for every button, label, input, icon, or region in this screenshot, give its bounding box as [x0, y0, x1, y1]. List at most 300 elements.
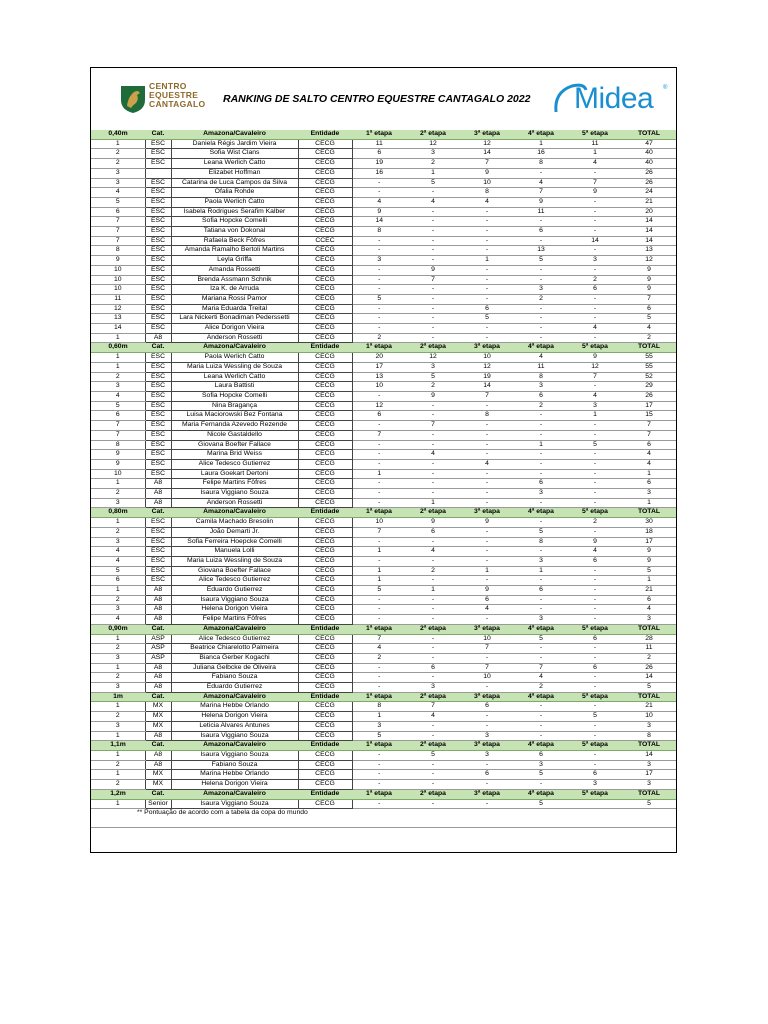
cell-category: ESC [145, 188, 171, 198]
cell-entity: CECG [298, 586, 352, 596]
cell-stage-4: - [514, 304, 568, 314]
cell-stage-1: - [352, 265, 406, 275]
logo-line-1: CENTRO [149, 81, 187, 91]
cell-stage-5: - [568, 702, 622, 712]
cell-total: 17 [622, 537, 676, 547]
table-row [91, 644, 676, 654]
table-row [91, 236, 676, 246]
ranking-table-body [91, 130, 676, 827]
column-header-stage-3: 3ª etapa [460, 624, 514, 634]
table-row [91, 362, 676, 372]
cell-total: 9 [622, 285, 676, 295]
cell-category: ASP [145, 644, 171, 654]
cell-stage-2: 6 [406, 527, 460, 537]
cell-stage-3: 10 [460, 178, 514, 188]
cell-entity: CECG [298, 702, 352, 712]
cell-stage-4: 9 [514, 197, 568, 207]
cell-stage-1: - [352, 450, 406, 460]
cell-stage-4: - [514, 644, 568, 654]
cell-stage-4: - [514, 518, 568, 528]
cell-position: 1 [91, 518, 145, 528]
cell-stage-1: 9 [352, 207, 406, 217]
cell-stage-2: - [406, 479, 460, 489]
cell-stage-4: - [514, 595, 568, 605]
cell-position: 9 [91, 450, 145, 460]
cell-stage-1: - [352, 605, 406, 615]
cell-total: 9 [622, 265, 676, 275]
cell-stage-4: - [514, 265, 568, 275]
table-row [91, 547, 676, 557]
column-header-total: TOTAL [622, 692, 676, 702]
cell-total: 9 [622, 556, 676, 566]
cell-stage-5: - [568, 731, 622, 741]
cell-stage-2: - [406, 294, 460, 304]
cell-category: ESC [145, 372, 171, 382]
cell-position: 2 [91, 780, 145, 790]
cell-stage-1: - [352, 178, 406, 188]
cell-stage-5: - [568, 615, 622, 625]
cell-stage-5: 6 [568, 663, 622, 673]
cell-stage-3: 6 [460, 595, 514, 605]
table-row [91, 731, 676, 741]
cell-stage-3: - [460, 556, 514, 566]
cell-stage-1: - [352, 188, 406, 198]
cell-category: ESC [145, 149, 171, 159]
cell-stage-2: - [406, 576, 460, 586]
cell-stage-3: 6 [460, 702, 514, 712]
table-row [91, 751, 676, 761]
cell-stage-2: 1 [406, 498, 460, 508]
cell-entity: CECG [298, 780, 352, 790]
cell-stage-1: - [352, 324, 406, 334]
table-row [91, 353, 676, 363]
table-row [91, 168, 676, 178]
cell-entity: CECG [298, 518, 352, 528]
cell-stage-3: 9 [460, 518, 514, 528]
table-row [91, 314, 676, 324]
cell-stage-4: - [514, 236, 568, 246]
cell-entity: CECG [298, 663, 352, 673]
cell-position: 1 [91, 663, 145, 673]
cell-stage-3: 12 [460, 139, 514, 149]
cell-stage-1: - [352, 236, 406, 246]
cell-category: ESC [145, 285, 171, 295]
ranking-sheet [90, 67, 677, 853]
cell-entity: CECG [298, 207, 352, 217]
column-header-stage-1: 1ª etapa [352, 343, 406, 353]
cell-position: 11 [91, 294, 145, 304]
cell-position: 2 [91, 527, 145, 537]
cell-entity: CECG [298, 256, 352, 266]
cell-stage-3: - [460, 537, 514, 547]
cell-stage-4: 5 [514, 799, 568, 809]
column-header-stage-4: 4ª etapa [514, 741, 568, 751]
column-header-stage-4: 4ª etapa [514, 508, 568, 518]
cell-total: 14 [622, 227, 676, 237]
table-row [91, 615, 676, 625]
cell-total: 6 [622, 440, 676, 450]
cell-rider: Alice Tedesco Gutierrez [171, 459, 298, 469]
cell-stage-3: - [460, 333, 514, 343]
cell-stage-3: 7 [460, 663, 514, 673]
cell-stage-2: 3 [406, 362, 460, 372]
cell-total: 9 [622, 547, 676, 557]
cell-position: 6 [91, 411, 145, 421]
cell-stage-1: 1 [352, 469, 406, 479]
cell-total: 7 [622, 421, 676, 431]
cell-position: 3 [91, 168, 145, 178]
cell-stage-4: 8 [514, 537, 568, 547]
cell-position: 10 [91, 285, 145, 295]
cell-total: 5 [622, 683, 676, 693]
cell-stage-4: 7 [514, 188, 568, 198]
cell-rider: Helena Dorigon Vieira [171, 780, 298, 790]
cell-stage-3: - [460, 450, 514, 460]
cell-entity: CECG [298, 294, 352, 304]
column-header-category: Cat. [145, 624, 171, 634]
table-row [91, 469, 676, 479]
blank-cell [352, 818, 406, 828]
table-row [91, 178, 676, 188]
cell-total: 18 [622, 527, 676, 537]
cell-stage-2: - [406, 595, 460, 605]
cell-stage-5: - [568, 576, 622, 586]
cell-stage-3: 6 [460, 770, 514, 780]
cell-position: 2 [91, 489, 145, 499]
cell-stage-5: 4 [568, 391, 622, 401]
cell-position: 1 [91, 799, 145, 809]
section-level: 0,80m [91, 508, 145, 518]
cell-total: 5 [622, 314, 676, 324]
cell-category: MX [145, 712, 171, 722]
column-header-stage-4: 4ª etapa [514, 789, 568, 799]
cell-stage-5: - [568, 673, 622, 683]
cell-stage-2: 2 [406, 566, 460, 576]
cell-stage-5: 3 [568, 780, 622, 790]
cell-stage-3: 7 [460, 644, 514, 654]
cell-category: ESC [145, 537, 171, 547]
cell-stage-1: 1 [352, 566, 406, 576]
column-header-stage-3: 3ª etapa [460, 130, 514, 139]
cell-rider: Leticia Alvares Antunes [171, 721, 298, 731]
column-header-stage-2: 2ª etapa [406, 508, 460, 518]
cell-stage-5: - [568, 246, 622, 256]
cell-stage-5: 9 [568, 353, 622, 363]
cell-stage-2: - [406, 721, 460, 731]
cell-stage-5: 3 [568, 256, 622, 266]
cell-rider: Helena Dorigon Vieira [171, 712, 298, 722]
cell-entity: CECG [298, 799, 352, 809]
cell-entity: CECG [298, 139, 352, 149]
table-row [91, 605, 676, 615]
cell-entity: CECG [298, 595, 352, 605]
cell-stage-2: - [406, 430, 460, 440]
cell-stage-3: - [460, 615, 514, 625]
cell-category: ESC [145, 391, 171, 401]
cell-stage-4: 5 [514, 634, 568, 644]
cell-entity: CECG [298, 605, 352, 615]
cell-stage-3: 14 [460, 382, 514, 392]
section-level: 1,2m [91, 789, 145, 799]
cell-stage-2: 4 [406, 712, 460, 722]
table-row [91, 391, 676, 401]
cell-stage-1: 3 [352, 256, 406, 266]
cell-total: 4 [622, 450, 676, 460]
cell-stage-2: 2 [406, 382, 460, 392]
cell-stage-1: - [352, 556, 406, 566]
cell-category: ESC [145, 314, 171, 324]
cell-stage-5: 2 [568, 518, 622, 528]
cell-stage-3: - [460, 265, 514, 275]
cell-category: MX [145, 770, 171, 780]
table-row [91, 770, 676, 780]
cell-stage-1: 5 [352, 294, 406, 304]
cell-stage-4: - [514, 712, 568, 722]
table-row [91, 450, 676, 460]
table-row [91, 527, 676, 537]
page-title: RANKING DE SALTO CENTRO EQUESTRE CANTAGALO 2022 [223, 93, 531, 105]
cell-category: ESC [145, 353, 171, 363]
cell-stage-1: 10 [352, 382, 406, 392]
cell-total: 14 [622, 217, 676, 227]
cell-entity: CECG [298, 168, 352, 178]
column-header-entity: Entidade [298, 508, 352, 518]
cell-entity: CECG [298, 479, 352, 489]
cell-category: ESC [145, 459, 171, 469]
cell-entity: CECG [298, 353, 352, 363]
table-row [91, 799, 676, 809]
cell-stage-2: - [406, 673, 460, 683]
cell-stage-5: - [568, 314, 622, 324]
cell-stage-2: 4 [406, 197, 460, 207]
table-row [91, 265, 676, 275]
column-header-entity: Entidade [298, 343, 352, 353]
cell-stage-3: 7 [460, 159, 514, 169]
cell-stage-1: - [352, 285, 406, 295]
cell-entity: CECG [298, 673, 352, 683]
cell-stage-3: 9 [460, 168, 514, 178]
cell-stage-4: - [514, 450, 568, 460]
cell-total: 6 [622, 479, 676, 489]
cell-category: ESC [145, 450, 171, 460]
cell-stage-4: - [514, 702, 568, 712]
cell-total: 40 [622, 159, 676, 169]
cell-rider: Maria Luiza Wessling de Souza [171, 556, 298, 566]
cell-position: 1 [91, 479, 145, 489]
cell-stage-2: - [406, 469, 460, 479]
table-row [91, 401, 676, 411]
column-header-stage-2: 2ª etapa [406, 741, 460, 751]
cell-stage-5: - [568, 382, 622, 392]
cell-entity: CECG [298, 683, 352, 693]
cell-rider: Eduardo Gutierrez [171, 586, 298, 596]
cell-entity: CECG [298, 760, 352, 770]
column-header-total: TOTAL [622, 789, 676, 799]
column-header-rider: Amazona/Cavaleiro [171, 692, 298, 702]
cell-total: 17 [622, 770, 676, 780]
cell-stage-4: 6 [514, 391, 568, 401]
cell-stage-2: - [406, 246, 460, 256]
cell-stage-5: 6 [568, 634, 622, 644]
cell-stage-1: - [352, 537, 406, 547]
table-row [91, 498, 676, 508]
cell-entity: CECG [298, 644, 352, 654]
cell-stage-1: - [352, 489, 406, 499]
cell-stage-3: 8 [460, 188, 514, 198]
cell-stage-2: 12 [406, 139, 460, 149]
cell-stage-4: - [514, 731, 568, 741]
column-header-rider: Amazona/Cavaleiro [171, 624, 298, 634]
cell-stage-5: 1 [568, 149, 622, 159]
cell-stage-2: 5 [406, 178, 460, 188]
column-header-category: Cat. [145, 130, 171, 139]
cell-stage-4: - [514, 780, 568, 790]
table-row [91, 595, 676, 605]
blank-cell [406, 818, 460, 828]
table-row [91, 653, 676, 663]
cell-stage-5: 5 [568, 712, 622, 722]
cell-stage-5: 12 [568, 362, 622, 372]
section-level: 1,1m [91, 741, 145, 751]
cell-stage-5: 6 [568, 285, 622, 295]
cell-total: 3 [622, 721, 676, 731]
cell-position: 4 [91, 556, 145, 566]
cell-rider: Felipe Martins Fôfres [171, 615, 298, 625]
table-row [91, 304, 676, 314]
cell-stage-4: - [514, 168, 568, 178]
cell-stage-2: - [406, 217, 460, 227]
cell-stage-4: - [514, 576, 568, 586]
cell-stage-4: 1 [514, 566, 568, 576]
cell-category: ESC [145, 139, 171, 149]
cell-stage-1: 10 [352, 518, 406, 528]
column-header-stage-2: 2ª etapa [406, 343, 460, 353]
blank-cell [622, 818, 676, 828]
cell-stage-2: - [406, 731, 460, 741]
cell-stage-3: - [460, 712, 514, 722]
cell-rider: Felipe Martins Fôfres [171, 479, 298, 489]
blank-cell [145, 818, 171, 828]
cell-stage-3: 6 [460, 304, 514, 314]
cell-position: 3 [91, 498, 145, 508]
cell-total: 3 [622, 760, 676, 770]
cell-position: 3 [91, 721, 145, 731]
cell-stage-1: 16 [352, 168, 406, 178]
cell-rider: Nicole Gastaldello [171, 430, 298, 440]
cell-total: 1 [622, 576, 676, 586]
cell-stage-4: - [514, 275, 568, 285]
cell-stage-3: - [460, 780, 514, 790]
column-header-rider: Amazona/Cavaleiro [171, 508, 298, 518]
cell-stage-4: - [514, 421, 568, 431]
cell-entity: CECG [298, 178, 352, 188]
cell-rider: João Demarti Jr. [171, 527, 298, 537]
cell-stage-1: 4 [352, 197, 406, 207]
cell-rider: Marina Hebbe Orlando [171, 770, 298, 780]
cell-category: ESC [145, 382, 171, 392]
cell-position: 14 [91, 324, 145, 334]
section-header-row [91, 624, 676, 634]
ranking-table [91, 130, 676, 828]
cell-stage-5: - [568, 566, 622, 576]
cell-stage-2: - [406, 489, 460, 499]
cell-stage-5: 9 [568, 188, 622, 198]
cell-stage-3: - [460, 324, 514, 334]
cell-stage-2: 3 [406, 149, 460, 159]
cell-position: 3 [91, 605, 145, 615]
cell-stage-4: 11 [514, 207, 568, 217]
cell-total: 12 [622, 256, 676, 266]
cell-stage-1: 6 [352, 411, 406, 421]
cell-stage-5: 2 [568, 275, 622, 285]
cell-stage-1: 7 [352, 430, 406, 440]
cell-total: 20 [622, 207, 676, 217]
cell-stage-4: 5 [514, 770, 568, 780]
cell-total: 17 [622, 401, 676, 411]
cell-stage-4: 6 [514, 751, 568, 761]
midea-wordmark: Midea [574, 82, 654, 115]
cell-stage-2: - [406, 556, 460, 566]
cell-stage-2: - [406, 634, 460, 644]
cell-total: 28 [622, 634, 676, 644]
cell-position: 12 [91, 304, 145, 314]
cell-category: ESC [145, 411, 171, 421]
cell-stage-1: 7 [352, 527, 406, 537]
column-header-stage-3: 3ª etapa [460, 789, 514, 799]
cell-stage-5: - [568, 605, 622, 615]
cell-stage-5: - [568, 207, 622, 217]
column-header-entity: Entidade [298, 624, 352, 634]
cell-stage-1: 1 [352, 576, 406, 586]
cell-stage-3: 3 [460, 751, 514, 761]
cell-category: ESC [145, 440, 171, 450]
cell-category: ESC [145, 401, 171, 411]
cell-stage-2: - [406, 799, 460, 809]
cell-total: 6 [622, 304, 676, 314]
cell-stage-4: - [514, 333, 568, 343]
cell-stage-1: - [352, 615, 406, 625]
cell-category: ESC [145, 256, 171, 266]
cell-category: ESC [145, 430, 171, 440]
cell-rider: Fabiano Souza [171, 673, 298, 683]
cell-stage-4: 3 [514, 489, 568, 499]
cell-stage-1: - [352, 780, 406, 790]
table-row [91, 760, 676, 770]
column-header-stage-3: 3ª etapa [460, 508, 514, 518]
cell-position: 2 [91, 673, 145, 683]
column-header-stage-1: 1ª etapa [352, 789, 406, 799]
cell-stage-2: 5 [406, 751, 460, 761]
cell-total: 14 [622, 236, 676, 246]
cell-position: 7 [91, 227, 145, 237]
cell-rider: Leyla Griffa [171, 256, 298, 266]
cell-entity: CECG [298, 197, 352, 207]
cell-stage-1: 1 [352, 547, 406, 557]
blank-cell [514, 818, 568, 828]
cell-stage-3: - [460, 421, 514, 431]
cell-total: 6 [622, 595, 676, 605]
table-row [91, 382, 676, 392]
cell-rider: Nina Bragança [171, 401, 298, 411]
cell-stage-4: - [514, 605, 568, 615]
cell-stage-3: - [460, 430, 514, 440]
table-row [91, 294, 676, 304]
sheet-header [91, 68, 676, 130]
table-row [91, 518, 676, 528]
cell-stage-3: 7 [460, 391, 514, 401]
cell-entity: CECG [298, 751, 352, 761]
cell-stage-2: - [406, 333, 460, 343]
